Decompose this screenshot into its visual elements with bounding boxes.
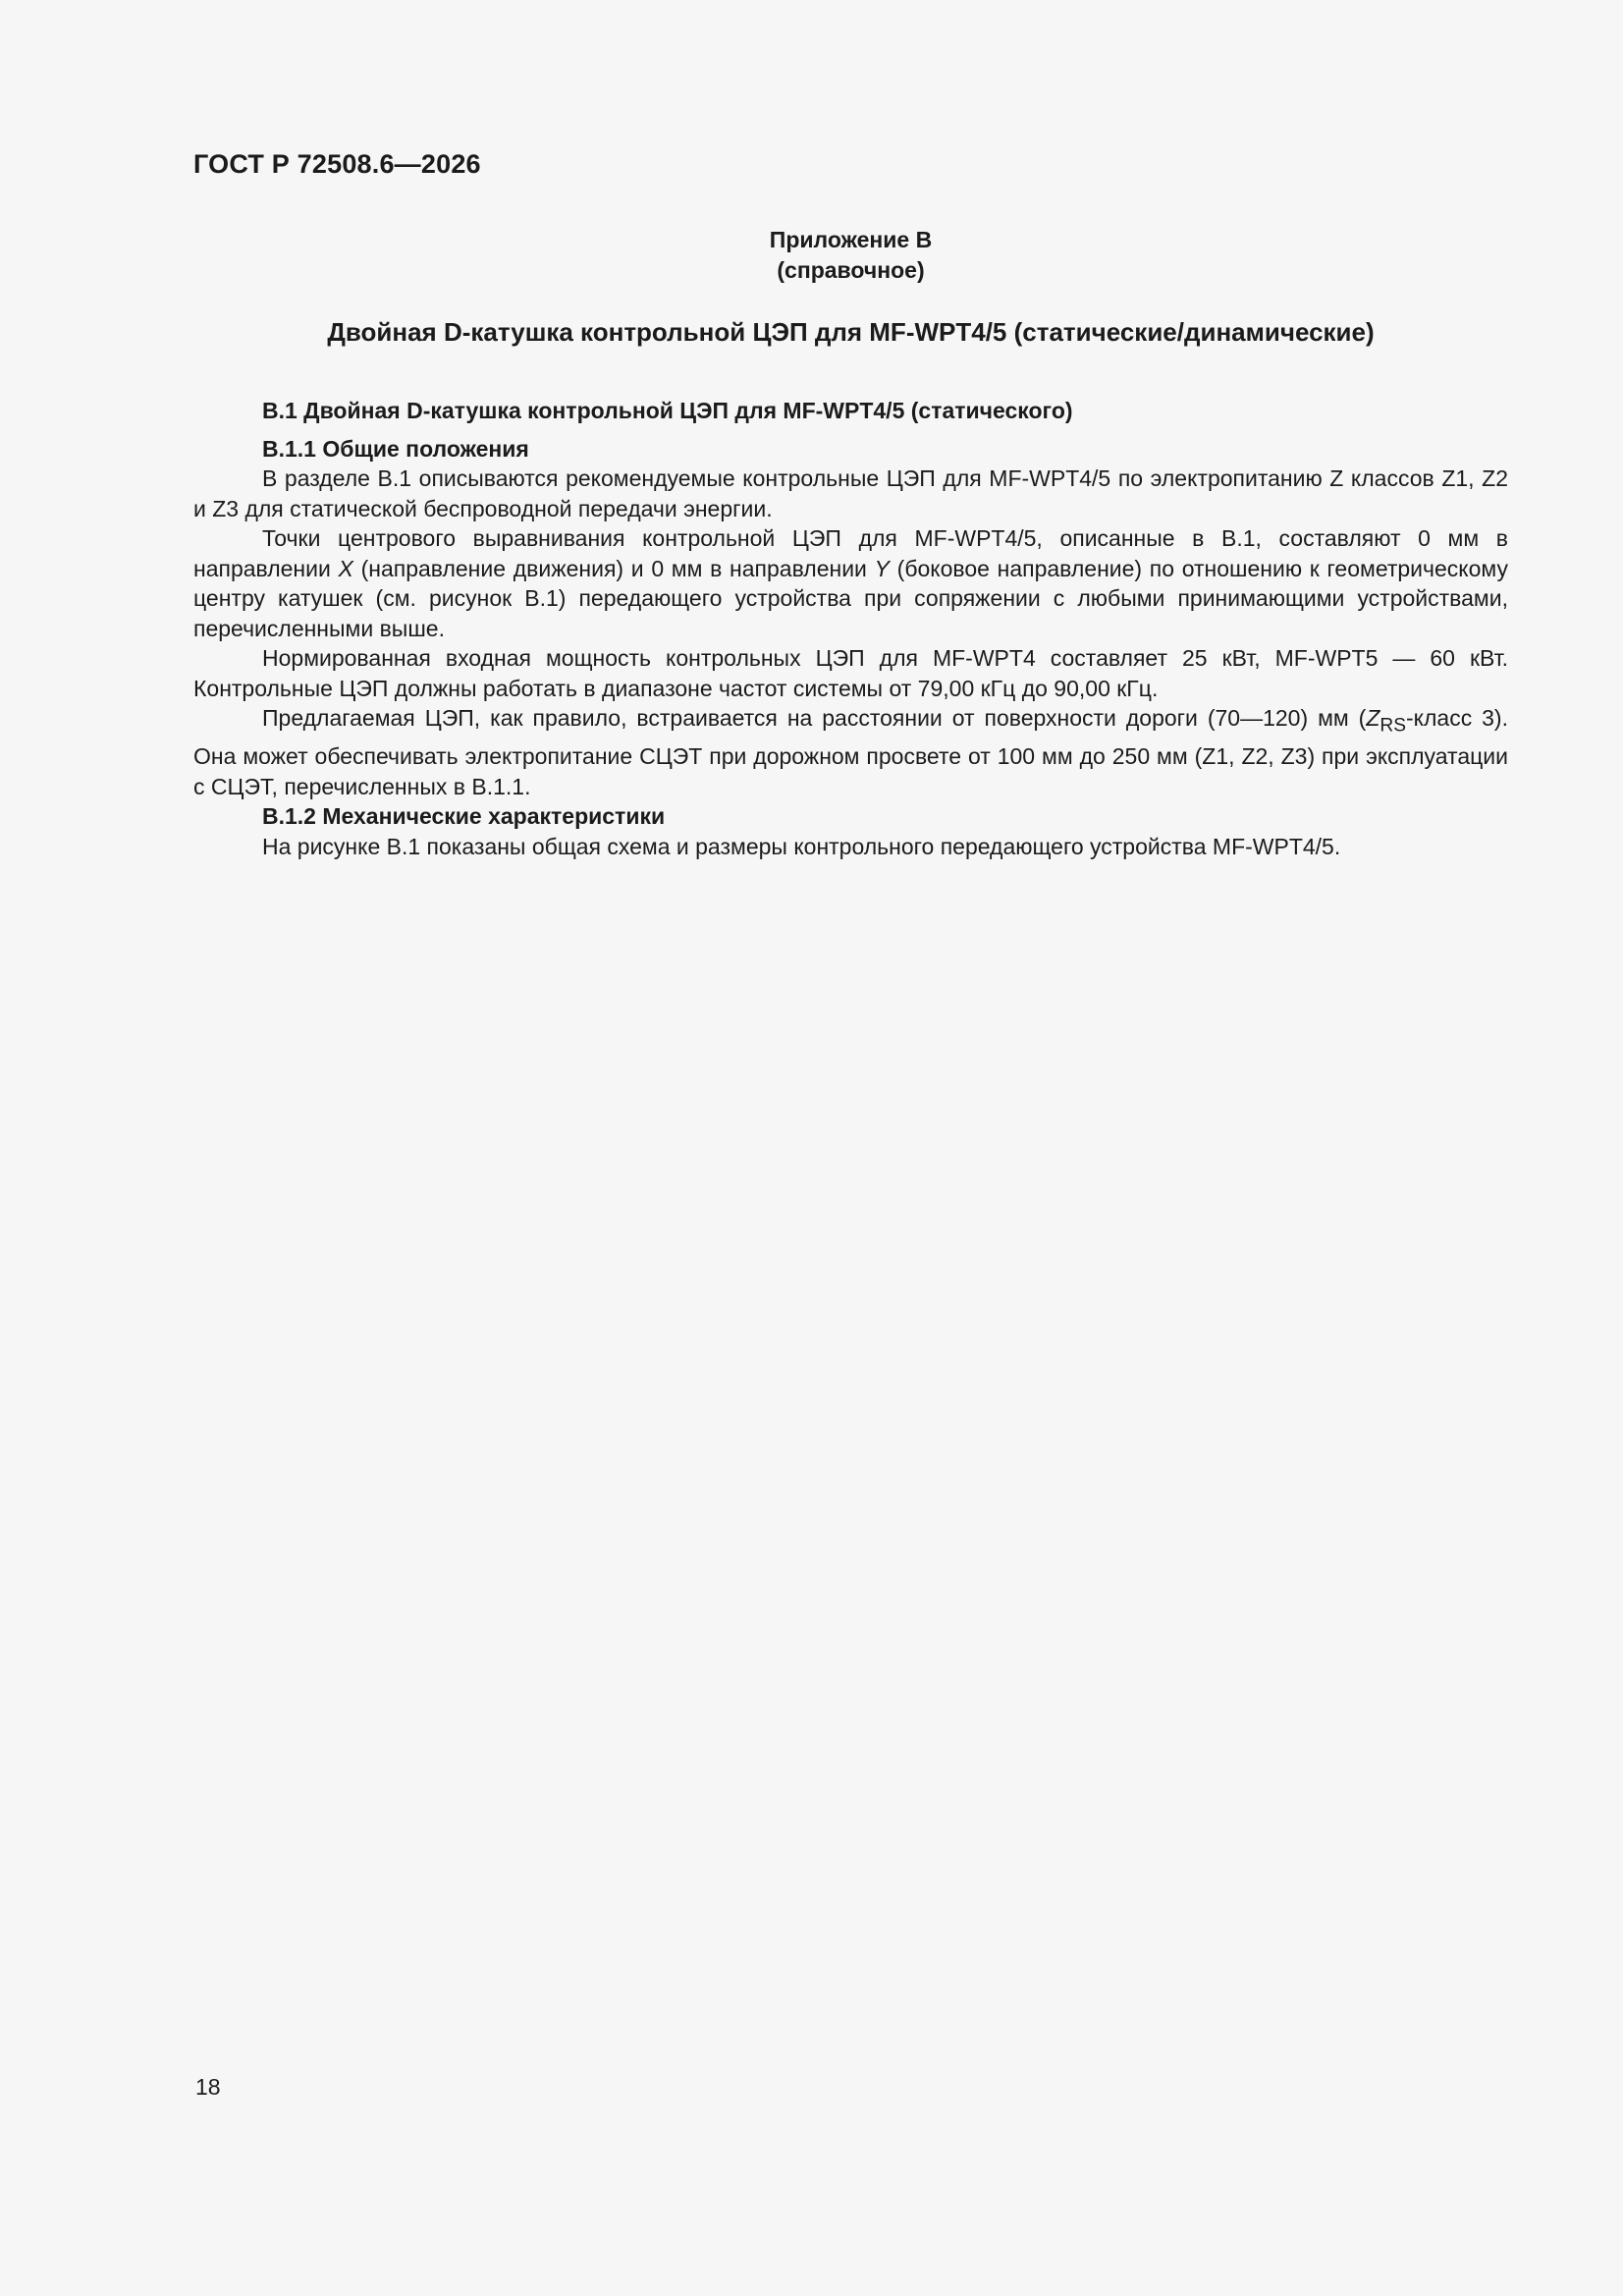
- page-number: 18: [195, 2074, 221, 2100]
- z-symbol: Z: [1366, 705, 1380, 731]
- z-subscript: RS: [1380, 715, 1406, 737]
- paragraph-scope: В разделе В.1 описываются рекомендуемые контрольные ЦЭП для MF-WPT4/5 по электропитанию Z классов Z1, Z2 и Z3 для статической беспроводной передачи энергии.: [193, 465, 1508, 521]
- section-heading-b11: В.1.1 Общие положения: [262, 435, 529, 462]
- paragraph-alignment-text-2: (направление движения) и 0 мм в направлении: [352, 555, 875, 581]
- paragraph-installation-text-1: Предлагаемая ЦЭП, как правило, встраивается на расстоянии от поверхности дороги (70—120) мм (: [262, 705, 1367, 731]
- section-heading-b1: В.1 Двойная D-катушка контрольной ЦЭП для MF-WPT4/5 (статического): [262, 398, 1073, 423]
- axis-x-symbol: X: [338, 555, 353, 581]
- paragraph-alignment: [193, 523, 1508, 643]
- section-heading-b12: В.1.2 Механические характеристики: [262, 803, 666, 830]
- paragraph-installation: [193, 703, 1508, 801]
- axis-y-symbol: Y: [874, 555, 890, 581]
- document-code: ГОСТ Р 72508.6—2026: [193, 149, 481, 179]
- paragraph-alignment-text-1: Точки центрового выравнивания контрольной ЦЭП для MF-WPT4/5, описанные в В.1, составляют 0 мм в направлении: [193, 525, 1508, 581]
- annex-header: [193, 225, 1508, 286]
- paragraph-mechanical: На рисунке В.1 показаны общая схема и размеры контрольного передающего устройства MF-WPT4/5.: [262, 833, 1341, 859]
- document-body: [193, 396, 1508, 861]
- paragraph-installation-text-2: -класс 3). Она может обеспечивать электропитание СЦЭТ при дорожном просвете от 100 мм до 250 мм (Z1, Z2, Z3) при эксплуатации с СЦЭТ, перечисленных в В.1.1.: [193, 705, 1508, 799]
- annex-label: Приложение В: [769, 227, 933, 252]
- annex-type: (справочное): [777, 257, 925, 283]
- annex-title: Двойная D-катушка контрольной ЦЭП для MF-WPT4/5 (статические/динамические): [327, 317, 1375, 347]
- paragraph-alignment-text-3: (боковое направление) по отношению к геометрическому центру катушек (см. рисунок В.1) передающего устройства при сопряжении с любыми принимающими устройствами, перечисленными выше.: [193, 555, 1508, 641]
- paragraph-power: Нормированная входная мощность контрольных ЦЭП для MF-WPT4 составляет 25 кВт, MF-WPT5 — 60 кВт. Контрольные ЦЭП должны работать в диапазоне частот системы от 79,00 кГц до 90,00 кГц.: [193, 645, 1508, 701]
